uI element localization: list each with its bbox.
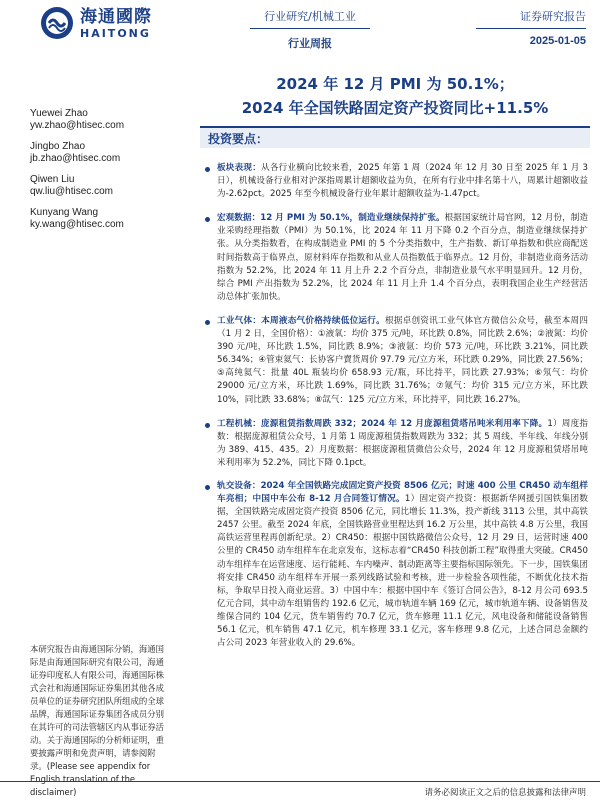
section-lead: 工程机械：庞源租赁指数周跌 332；2024 年 12 月庞源租赁塔吊吨米利用率下降。 <box>217 418 548 429</box>
header-report-block <box>476 8 586 47</box>
author-email[interactable]: ky.wang@htisec.com <box>30 219 124 230</box>
author-email[interactable]: yw.zhao@htisec.com <box>30 120 125 131</box>
author-name: Jingbo Zhao <box>30 141 86 152</box>
author-email[interactable]: jb.zhao@htisec.com <box>30 153 121 164</box>
report-title-line1: 2024 年 12 月 PMI 为 50.1%； <box>276 75 514 93</box>
haitong-logo <box>40 6 152 40</box>
report-date: 2025-01-05 <box>529 35 586 47</box>
distribution-disclaimer: 本研究报告由海通国际分销，海通国际是由海通国际研究有限公司，海通证券印度私人有限公司，海通国际株式会社和海通国际证券集团其他各成员单位的证券研究团队所组成的全球品牌，海通国际证券集团各成员分别在其许可的司法管辖区内从事证券活动。关于海通国际的分析师证明，重要披露声明和免责声明，请参阅附录。(Please see appendix for English translation of the disclaimer) <box>30 644 164 797</box>
header-category-block <box>250 8 370 51</box>
section-lead: 轨交设备：2024 年全国铁路完成固定资产投资 8506 亿元；时速 400 公里 CR450 动车组样车亮相；中国中车公布 8-12 月合同签订情况。 <box>217 480 588 505</box>
bullet-icon <box>205 320 210 325</box>
bullet-icon <box>205 167 210 172</box>
key-points-title: 投资要点： <box>208 132 269 146</box>
section-body: 1）周度指数：根据庞源租赁公众号，1 月第 1 周庞源租赁指数周跌为 332；其 5 周线、半年线、年线分别为 389、415、435。2）月度数据：根据庞源租赁微信公众号，2024 年 12 月庞源租赁塔吊吨米利用率为 52.2%，同比下降 0.1pct。 <box>217 418 588 468</box>
logo-english: HAITONG <box>80 26 151 40</box>
section-lead: 宏观数据：12 月 PMI 为 50.1%，制造业继续保持扩张。 <box>217 213 445 224</box>
author-entry <box>30 141 170 165</box>
author-entry <box>30 108 170 132</box>
author-name: Qiwen Liu <box>30 174 75 185</box>
report-title-line2: 2024 年全国铁路固定资产投资同比+11.5% <box>241 99 549 117</box>
footer-disclosure-note: 请务必阅读正文之后的信息披露和法律声明 <box>424 788 586 798</box>
bullet-icon <box>205 485 210 490</box>
section-body: 根据卓创资讯工业气体官方微信公众号，截至本周四（1 月 2 日，全国价格）：①液氧：均价 375 元/吨，环比跌 0.8%，同比跌 2.6%；②液氮：均价 390 元/吨，环比跌 1.5%，同比跌 8.9%；③液氩：均价 573 元/吨，环比跌 3.21%，同比跌 56.34%；④管束氦气：长协客户賣货周价 97.79 元/立方米，环比跌 0.29%，同比跌 27.56%；⑤高纯氦气：批量 40L 瓶装均价 658.93 元/瓶，环比持平，同比跌 27.93%；⑥氖气：均价 29000 元/立方米，环比跌 1.69%，同比跌 31.76%；⑦氪气：均价 315 元/立方米，环比跌 10%，同比跌 33.68%；⑧氙气：125 元/立方米，环比持平，同比跌 16.27%。 <box>217 315 588 405</box>
section-macro-data <box>205 212 588 304</box>
section-body: 从各行业横向比较来看，2025 年第 1 周（2024 年 12 月 30 日至 2025 年 1 月 3 日），机械设备行业相对沪深指周累计超额收益为负，在所有行业中排名第十八，周累计超额收益为-2.62pct。2025 年至今机械设备行业年累计超额收益为-1.47pct。 <box>217 163 588 200</box>
section-body: 根据国家统计局官网，12 月份，制造业采购经理指数（PMI）为 50.1%，比 2024 年 11 月下降 0.2 个百分点，制造业继续保持扩张。从分类指数看，在构成制造业 PMI 的 5 个分类指数中，生产指数、新订单指数和供应商配送时间指数高于临界点，原材料库存指数和从业人员指数低于临界点。12 月份，非制造业商务活动指数为 52.2%，比 2024 年 11 月上升 2.2 个百分点，非制造业景气水平明显回升。12 月份，综合 PMI 产出指数为 52.2%，比 2024 年 11 月上升 1.4 个百分点，表明我国企业生产经营活动总体扩张加快。 <box>217 213 588 302</box>
page-footer <box>0 781 600 800</box>
section-construction-machinery <box>205 418 588 470</box>
author-entry <box>30 174 170 198</box>
haitong-emblem-icon <box>40 6 74 40</box>
section-industrial-gas <box>205 315 588 407</box>
key-points-body <box>205 162 588 650</box>
section-sector-performance <box>205 162 588 201</box>
key-points-heading <box>200 126 590 148</box>
bullet-icon <box>205 423 210 428</box>
author-entry <box>30 207 170 231</box>
author-list <box>30 108 170 240</box>
section-body: 1）固定资产投资：根据新华网援引国铁集团数据，全国铁路完成固定资产投资 8506 亿元，同比增长 11.3%，投产新线 3113 公里，其中高铁 2457 公里。截至 2024 年底，全国铁路营业里程达到 16.2 万公里，其中高铁 4.8 万公里，我国高铁运营里程再创新纪录。2）CR450：根据中国铁路微信公众号，12 月 29 日，运营时速 400 公里的 CR450 动车组样车在北京发布，这标志着“CR450 科技创新工程”取得重大突破。CR450 动车组样车在运营速度、运行能耗、车内噪声、制动距离等主要指标国际领先。下一步，国铁集团将安排 CR450 动车组样车开展一系列线路试验和考核，进一步检验各项性能，不断优化技术指标，争取早日投入商业运营。3）中国中车：根据中国中车《签订合同公告》，8-12 月公司 693.5 亿元合同，其中动车组销售约 192.6 亿元，城市轨道车辆 169 亿元，城市轨道车辆、设备销售及维保合同约 104 亿元，货车销售约 70.7 亿元，货车修理 11.1 亿元，风电设备和储能设备销售 56.1 亿元，机车销售 47.1 亿元，机车修理 33.1 亿元，客车修理 9.8 亿元，上述合同总金额约占公司 2023 年营业收入的 29.6%。 <box>217 494 588 649</box>
industry-category: 行业研究/机械工业 <box>250 8 370 29</box>
section-lead: 工业气体：本周液态气价格持续低位运行。 <box>217 315 385 326</box>
bullet-icon <box>205 217 210 222</box>
report-type: 行业周报 <box>288 37 332 50</box>
author-name: Yuewei Zhao <box>30 108 88 119</box>
report-label: 证券研究报告 <box>476 8 586 29</box>
author-name: Kunyang Wang <box>30 207 99 218</box>
logo-chinese: 海通國際 <box>80 6 152 27</box>
author-email[interactable]: qw.liu@htisec.com <box>30 186 113 197</box>
section-lead: 板块表现： <box>217 163 262 173</box>
section-rail-equipment <box>205 480 588 650</box>
